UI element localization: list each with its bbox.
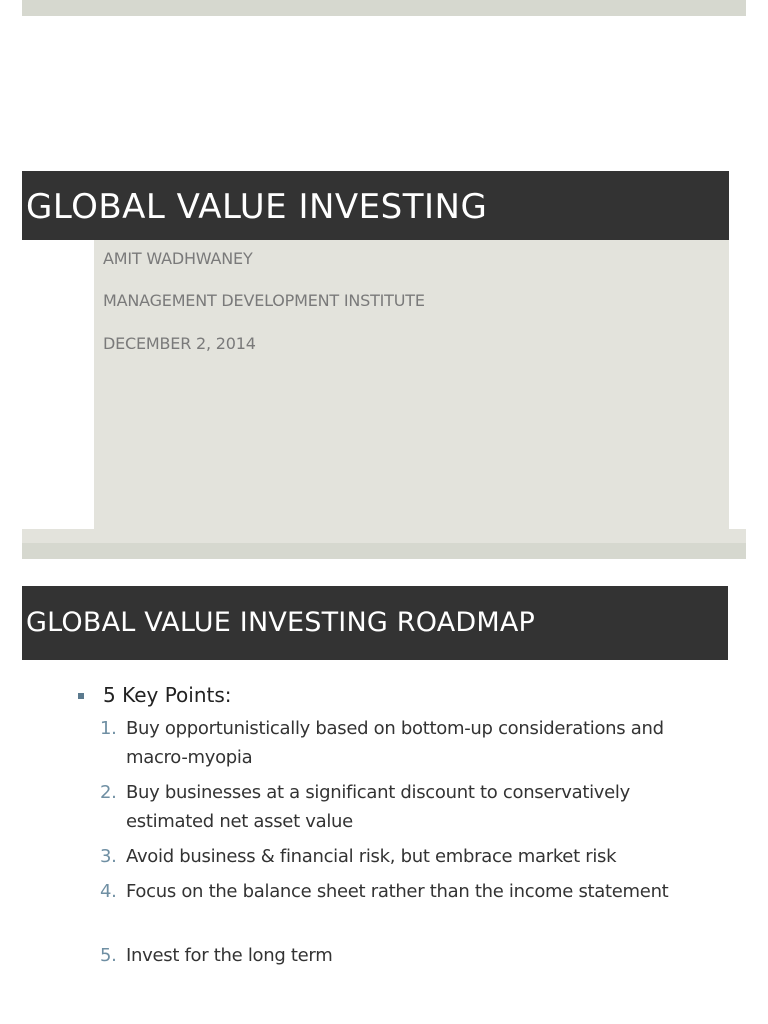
presentation-date: DECEMBER 2, 2014 — [103, 334, 256, 353]
list-item — [100, 714, 700, 772]
list-item-text: Buy opportunistically based on bottom-up considerations and macro-myopia — [126, 718, 664, 768]
list-item-number: 4. — [100, 881, 117, 902]
list-item-text: Buy businesses at a significant discount to conservatively estimated net asset value — [126, 782, 630, 832]
list-item — [100, 842, 700, 871]
list-item-text: Invest for the long term — [126, 945, 333, 966]
slide1-subtitle-panel — [94, 240, 729, 529]
author-name: AMIT WADHWANEY — [103, 249, 253, 268]
institution-name: MANAGEMENT DEVELOPMENT INSTITUTE — [103, 291, 425, 310]
key-points-heading: 5 Key Points: — [103, 683, 232, 707]
slide2-title: GLOBAL VALUE INVESTING ROADMAP — [26, 607, 536, 638]
list-item-text: Avoid business & financial risk, but embrace market risk — [126, 846, 617, 867]
slide1-title: GLOBAL VALUE INVESTING — [26, 187, 488, 227]
list-item — [100, 941, 700, 970]
slide1-bottom-band-inner — [22, 529, 746, 543]
list-item-number: 1. — [100, 718, 117, 739]
list-item-number: 5. — [100, 945, 117, 966]
list-item-text: Focus on the balance sheet rather than the income statement — [126, 881, 669, 902]
slide1-bottom-band — [22, 529, 746, 559]
slide2-title-bar — [22, 586, 728, 660]
previous-slide-edge — [22, 0, 746, 16]
list-item — [100, 877, 700, 906]
slide1-title-bar — [22, 171, 729, 240]
bullet-square-icon — [78, 693, 84, 699]
list-item — [100, 778, 700, 836]
list-item-number: 2. — [100, 782, 117, 803]
list-item-number: 3. — [100, 846, 117, 867]
